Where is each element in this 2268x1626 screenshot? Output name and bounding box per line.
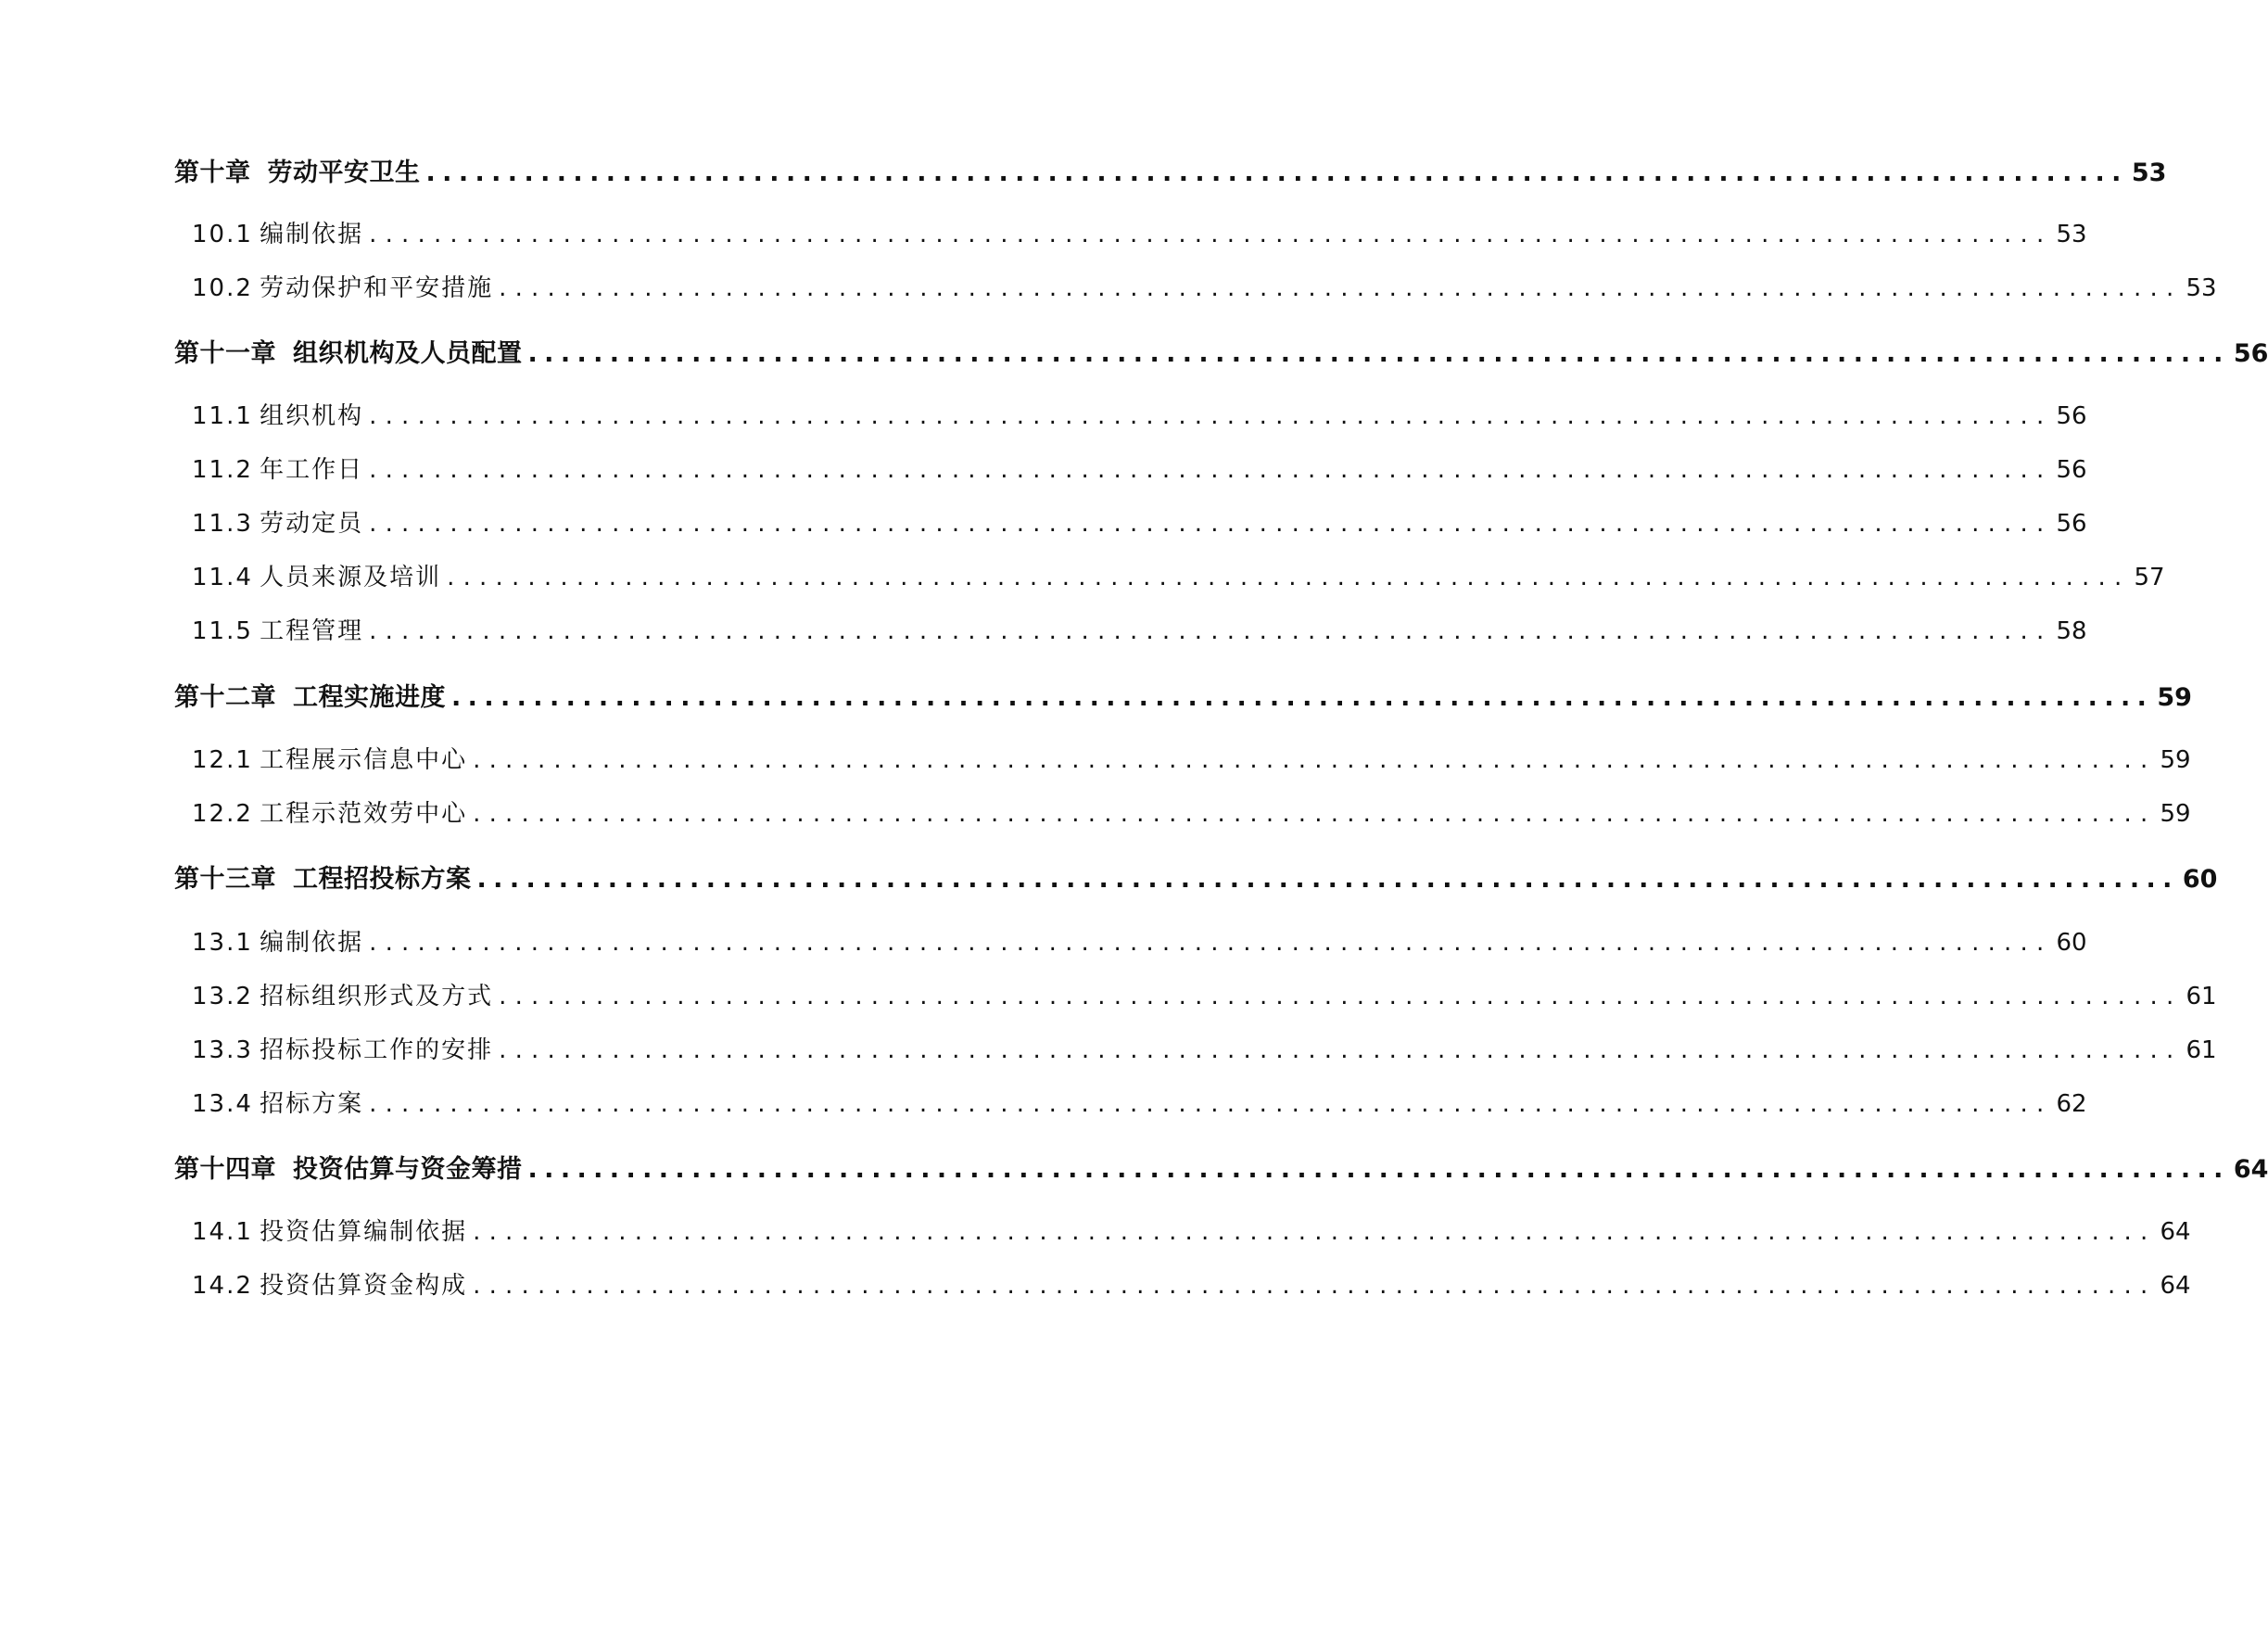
- toc-section-title: 招标组织形式及方式: [260, 983, 494, 1010]
- toc-section-11-4[interactable]: [192, 558, 2165, 592]
- dot-leader: ........................................................................................................: [425, 159, 2128, 187]
- dot-leader: ........................................................................................................: [499, 1036, 2183, 1064]
- toc-chapter-title: 劳动平安卫生: [267, 159, 421, 187]
- toc-section-number: 10.1: [192, 221, 253, 248]
- toc-section-title: 工程管理: [260, 617, 364, 645]
- toc-page-number: 64: [2233, 1155, 2268, 1184]
- toc-chapter-title: 投资估算与资金筹措: [293, 1155, 523, 1184]
- toc-section-number: 11.4: [192, 564, 253, 591]
- toc-section-title: 招标方案: [260, 1090, 364, 1118]
- dot-leader: ........................................................................................................: [499, 983, 2183, 1010]
- dot-leader: ........................................................................................................: [451, 683, 2154, 712]
- toc-page-number: 56: [2233, 339, 2268, 368]
- dot-leader: ........................................................................................................: [447, 564, 2131, 591]
- toc-section-number: 11.3: [192, 510, 253, 538]
- toc-chapter-title: 工程招投标方案: [293, 865, 472, 894]
- toc-section-number: 11.2: [192, 456, 253, 484]
- toc-page-number: 60: [2056, 929, 2087, 957]
- toc-section-14-2[interactable]: [192, 1266, 2191, 1301]
- toc-section-number: 13.1: [192, 929, 253, 957]
- dot-leader: ........................................................................................................: [369, 221, 2053, 248]
- toc-page-number: 53: [2186, 274, 2217, 302]
- toc-chapter-number: 第十二章: [174, 683, 276, 712]
- toc-page-number: 58: [2056, 617, 2087, 645]
- dot-leader: ........................................................................................................: [499, 274, 2183, 302]
- toc-section-title: 劳动保护和平安措施: [260, 274, 494, 302]
- toc-section-title: 人员来源及培训: [260, 564, 442, 591]
- toc-page-number: 59: [2160, 746, 2191, 774]
- toc-section-title: 编制依据: [260, 221, 364, 248]
- toc-section-11-1[interactable]: [192, 397, 2087, 431]
- dot-leader: ........................................................................................................: [369, 402, 2053, 430]
- toc-section-number: 13.3: [192, 1036, 253, 1064]
- toc-chapter-11[interactable]: [174, 333, 2268, 369]
- toc-section-title: 工程示范效劳中心: [260, 800, 468, 828]
- dot-leader: ........................................................................................................: [527, 339, 2230, 368]
- toc-section-11-5[interactable]: [192, 612, 2087, 646]
- toc-page-number: 62: [2056, 1090, 2087, 1118]
- dot-leader: ........................................................................................................: [369, 929, 2053, 957]
- toc-section-title: 编制依据: [260, 929, 364, 957]
- toc-section-title: 工程展示信息中心: [260, 746, 468, 774]
- toc-chapter-number: 第十一章: [174, 339, 276, 368]
- toc-section-number: 13.2: [192, 983, 253, 1010]
- toc-section-number: 14.1: [192, 1218, 253, 1246]
- toc-section-number: 12.1: [192, 746, 253, 774]
- toc-section-title: 组织机构: [260, 402, 364, 430]
- toc-page-number: 59: [2160, 800, 2191, 828]
- toc-page-number: 64: [2160, 1272, 2191, 1300]
- toc-chapter-title: 工程实施进度: [293, 683, 446, 712]
- toc-section-title: 年工作日: [260, 456, 364, 484]
- toc-page-number: 64: [2160, 1218, 2191, 1246]
- dot-leader: ........................................................................................................: [473, 1218, 2157, 1246]
- toc-section-12-2[interactable]: [192, 794, 2191, 829]
- toc-section-number: 11.1: [192, 402, 253, 430]
- toc-section-13-4[interactable]: [192, 1085, 2087, 1119]
- dot-leader: ........................................................................................................: [369, 1090, 2053, 1118]
- toc-section-title: 招标投标工作的安排: [260, 1036, 494, 1064]
- toc-page-number: 56: [2056, 456, 2087, 484]
- dot-leader: ........................................................................................................: [369, 510, 2053, 538]
- toc-section-number: 13.4: [192, 1090, 253, 1118]
- toc-chapter-number: 第十四章: [174, 1155, 276, 1184]
- toc-chapter-13[interactable]: [174, 858, 2218, 895]
- toc-chapter-12[interactable]: [174, 677, 2192, 713]
- toc-section-13-3[interactable]: [192, 1031, 2217, 1065]
- toc-chapter-14[interactable]: [174, 1149, 2268, 1185]
- toc-section-11-2[interactable]: [192, 451, 2087, 485]
- toc-page-number: 59: [2157, 683, 2192, 712]
- dot-leader: ........................................................................................................: [476, 865, 2179, 894]
- toc-section-11-3[interactable]: [192, 504, 2087, 539]
- toc-section-12-1[interactable]: [192, 741, 2191, 775]
- toc-chapter-number: 第十三章: [174, 865, 276, 894]
- toc-page-number: 56: [2056, 510, 2087, 538]
- toc-section-number: 12.2: [192, 800, 253, 828]
- toc-chapter-10[interactable]: [174, 152, 2167, 188]
- dot-leader: ........................................................................................................: [473, 800, 2157, 828]
- toc-section-title: 投资估算编制依据: [260, 1218, 468, 1246]
- toc-page-number: 56: [2056, 402, 2087, 430]
- toc-page-number: 53: [2056, 221, 2087, 248]
- toc-page-number: 61: [2186, 1036, 2217, 1064]
- toc-section-title: 劳动定员: [260, 510, 364, 538]
- toc-section-title: 投资估算资金构成: [260, 1272, 468, 1300]
- dot-leader: ........................................................................................................: [369, 617, 2053, 645]
- dot-leader: ........................................................................................................: [369, 456, 2053, 484]
- toc-section-number: 11.5: [192, 617, 253, 645]
- dot-leader: ........................................................................................................: [473, 1272, 2157, 1300]
- toc-chapter-title: 组织机构及人员配置: [293, 339, 523, 368]
- toc-page-number: 60: [2182, 865, 2218, 894]
- dot-leader: ........................................................................................................: [527, 1155, 2230, 1184]
- toc-page-number: 53: [2131, 159, 2167, 187]
- toc-section-14-1[interactable]: [192, 1213, 2191, 1247]
- dot-leader: ........................................................................................................: [473, 746, 2157, 774]
- toc-section-13-1[interactable]: [192, 923, 2087, 958]
- toc-page-number: 57: [2134, 564, 2165, 591]
- toc-section-10-2[interactable]: [192, 269, 2217, 303]
- toc-section-number: 10.2: [192, 274, 253, 302]
- toc-page-number: 61: [2186, 983, 2217, 1010]
- toc-section-number: 14.2: [192, 1272, 253, 1300]
- toc-section-13-2[interactable]: [192, 977, 2217, 1011]
- toc-chapter-number: 第十章: [174, 159, 251, 187]
- toc-section-10-1[interactable]: [192, 215, 2087, 249]
